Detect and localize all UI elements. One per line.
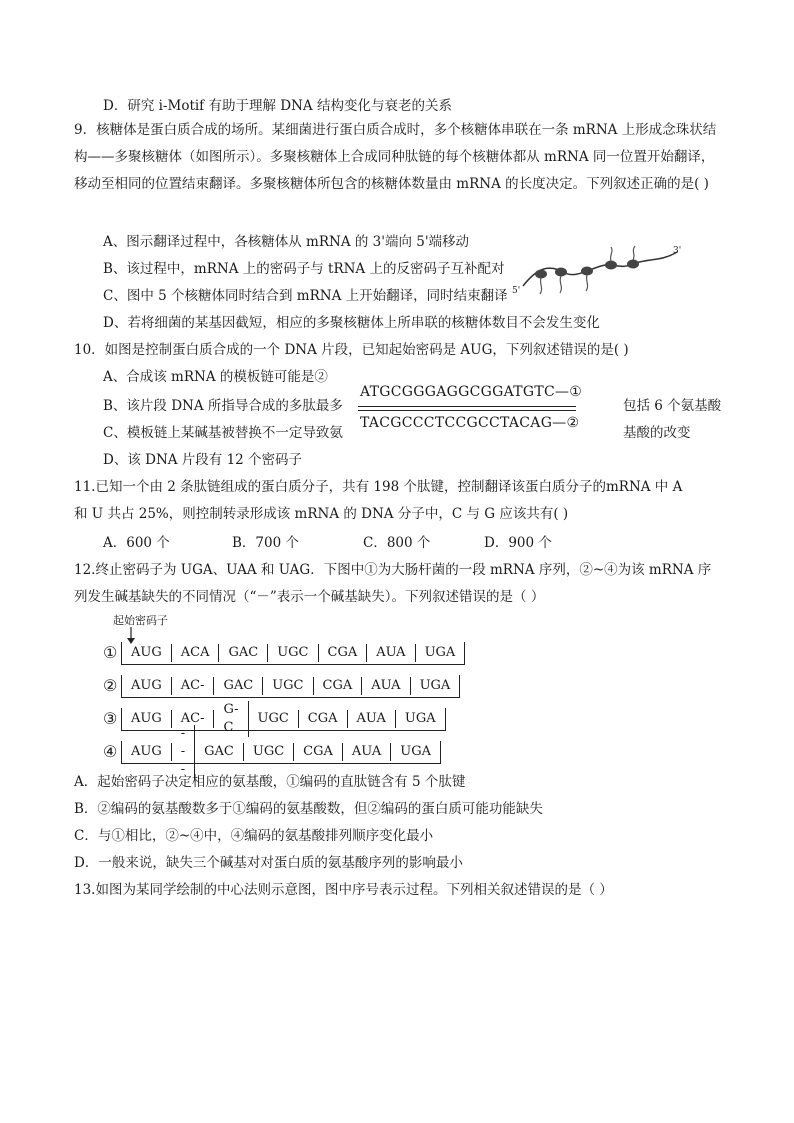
q11-option-b: B．700 个 <box>232 535 299 551</box>
codon-cell: ACA <box>172 644 220 662</box>
codon-cell: GAC <box>195 743 244 761</box>
codon-cell: UGA <box>424 645 456 660</box>
codon-cell: AUG <box>122 677 172 695</box>
start-codon-label: 起始密码子 <box>113 614 168 627</box>
codon-cell: UGA <box>419 678 451 693</box>
strand-rule-top <box>358 406 576 407</box>
row-number: ④ <box>103 742 118 761</box>
codon-cell: UGA <box>404 711 436 726</box>
codon-cell: AUG <box>122 743 172 761</box>
figure-label-3prime: 3' <box>673 246 682 256</box>
q11-option-c: C．800 个 <box>363 535 431 551</box>
q10-option-d: D、该 DNA 片段有 12 个密码子 <box>103 452 303 468</box>
codon-cell: UGC <box>249 710 299 728</box>
codon-cell: UGA <box>400 744 431 759</box>
codon-cell: GAC <box>214 677 263 695</box>
codon-cell: --- <box>172 725 195 779</box>
polyribosome-illustration <box>515 244 685 302</box>
q12-option-c: C．与①相比，②~④中，④编码的氨基酸排列顺序变化最小 <box>74 828 434 844</box>
q12-option-d: D．一般来说，缺失三个碱基对对蛋白质的氨基酸序列的影响最小 <box>74 855 463 871</box>
codon-cell: AUG <box>122 710 172 728</box>
q11-option-a: A．600 个 <box>103 535 170 551</box>
q9-stem: 9．核糖体是蛋白质合成的场所。某细菌进行蛋白质合成时，多个核糖体串联在一条 mRNA 上形成念珠状结构——多聚核糖体（如图所示）。多聚核糖体上合成同种肽链的每个核糖体都从 mRNA 同一位置开始翻译，移动至相同的位置结束翻译。多聚核糖体所包含的核糖体数量由 mRNA 的长度决定。下列叙述正确的是( ) <box>74 122 717 192</box>
dna-strand-2: TACGCCCTCCGCCTACAG—② <box>360 415 580 431</box>
codon-cell: AUA <box>343 743 391 761</box>
q12-line-1: 12.终止密码子为 UGA、UAA 和 UAG．下图中①为大肠杆菌的一段 mRNA 序列，②~④为该 mRNA 序 <box>74 562 712 578</box>
q12-line-2: 列发生碱基缺失的不同情况（“－”表示一个碱基缺失）。下列叙述错误的是（ ） <box>74 589 545 605</box>
row-number: ② <box>103 676 118 695</box>
q9-option-b: B、该过程中，mRNA 上的密码子与 tRNA 上的反密码子互补配对 <box>103 261 505 277</box>
q9-option-d: D、若将细菌的某基因截短，相应的多聚核糖体上所串联的核糖体数目不会发生变化 <box>103 315 600 331</box>
codon-cell: UGC <box>263 677 313 695</box>
codon-cell: AUA <box>348 710 396 728</box>
q11-line-1: 11.已知一个由 2 条肽链组成的蛋白质分子，共有 198 个肽键，控制翻译该蛋白质分子的mRNA 中 A <box>74 479 683 495</box>
row-number: ③ <box>103 709 118 728</box>
q12-option-a: A．起始密码子决定相应的氨基酸，①编码的直肽链含有 5 个肽键 <box>74 774 466 790</box>
q8-option-d: D．研究 i-Motif 有助于理解 DNA 结构变化与衰老的关系 <box>103 98 452 114</box>
q12-option-b: B．②编码的氨基酸数多于①编码的氨基酸数，但②编码的蛋白质可能功能缺失 <box>74 801 543 817</box>
q10-option-b: B、该片段 DNA 所指导合成的多肽最多 <box>103 398 343 414</box>
codon-cell: AUA <box>367 644 415 662</box>
q11-option-d: D．900 个 <box>484 535 552 551</box>
q13-stem: 13.如图为某同学绘制的中心法则示意图，图中序号表示过程。下列相关叙述错误的是（ ） <box>74 882 613 898</box>
q9-option-a: A、图示翻译过程中，各核糖体从 mRNA 的 3'端向 5'端移动 <box>103 234 470 250</box>
codon-cell: CGA <box>314 677 363 695</box>
codon-cell: CGA <box>294 743 343 761</box>
q11-line-2: 和 U 共占 25%，则控制转录形成该 mRNA 的 DNA 分子中，C 与 G 应该共有( ) <box>74 506 569 522</box>
codon-cell: GAC <box>219 644 268 662</box>
q10-option-c: C、模板链上某碱基被替换不一定导致氨 <box>103 425 343 441</box>
codon-cell: AC- <box>172 710 215 728</box>
row-number: ① <box>103 643 118 662</box>
codon-cell: G-C <box>214 701 248 737</box>
q10-stem: 10．如图是控制蛋白质合成的一个 DNA 片段，已知起始密码是 AUG，下列叙述错误的是( ) <box>74 342 629 358</box>
q9-option-c: C、图中 5 个核糖体同时结合到 mRNA 上开始翻译，同时结束翻译 <box>103 288 508 304</box>
dna-strand-1: ATGCGGGAGGCGGATGTC—① <box>360 384 583 400</box>
figure-label-5prime: 5' <box>512 286 521 296</box>
codon-cell: AUA <box>362 677 410 695</box>
q10-option-a: A、合成该 mRNA 的模板链可能是② <box>103 369 328 385</box>
codon-cell: CGA <box>319 644 368 662</box>
codon-cell: UGC <box>268 644 318 662</box>
polyribosome-figure <box>512 244 685 302</box>
codon-cell: UGC <box>244 743 294 761</box>
q10-option-b-tail: 包括 6 个氨基酸 <box>623 398 722 414</box>
strand-rule-bottom <box>358 410 576 411</box>
codon-cell: AC- <box>172 677 215 695</box>
codon-cell: CGA <box>299 710 348 728</box>
q10-option-c-tail: 基酸的改变 <box>623 425 691 441</box>
codon-cell: AUG <box>122 644 172 662</box>
